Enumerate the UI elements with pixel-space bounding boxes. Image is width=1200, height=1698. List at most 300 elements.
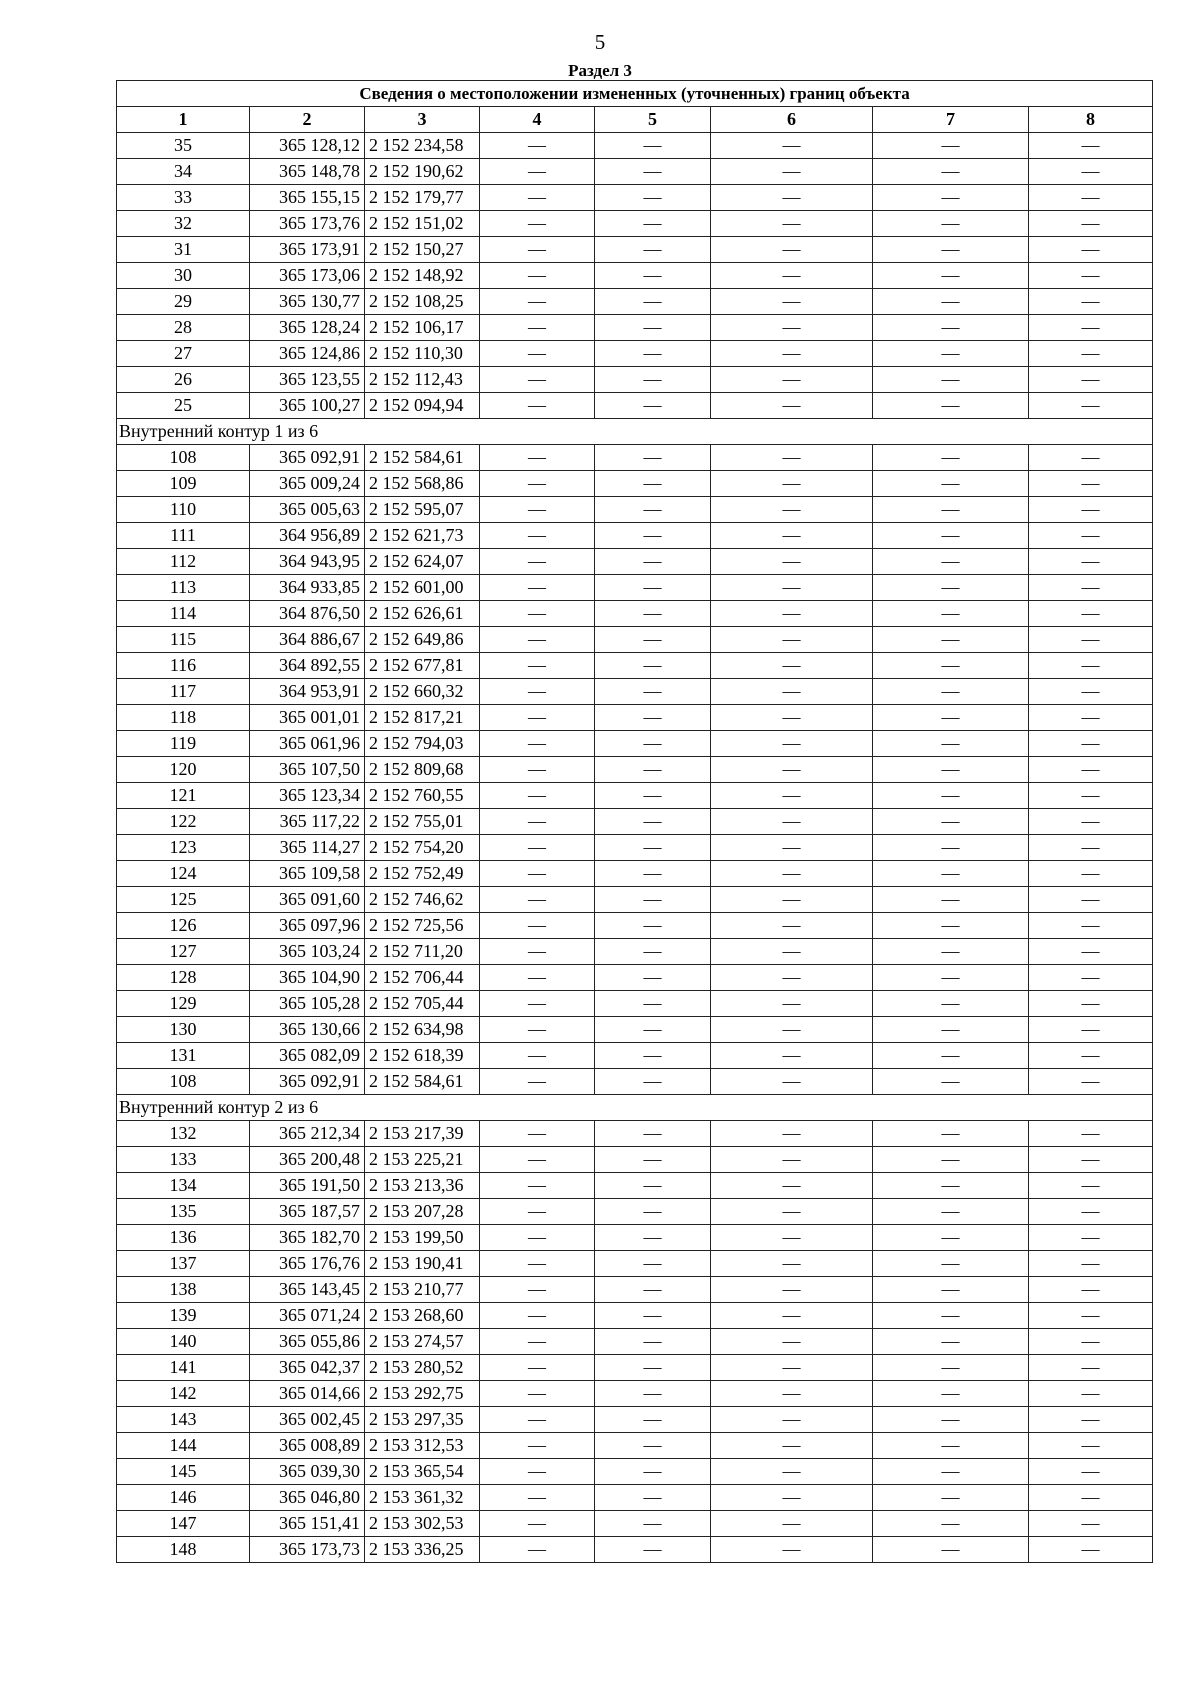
empty-value-cell: — [595,393,711,419]
empty-value-cell: — [1029,1173,1153,1199]
point-number-cell: 117 [117,679,250,705]
table-row [117,1017,1153,1043]
empty-value-cell: — [711,341,873,367]
empty-value-cell: — [873,1251,1029,1277]
page-number: 5 [594,30,606,54]
table-row [117,1407,1153,1433]
empty-value-cell: — [711,211,873,237]
empty-value-cell: — [480,341,595,367]
empty-value-cell: — [873,783,1029,809]
table-row [117,1537,1153,1563]
point-number-cell: 27 [117,341,250,367]
empty-value-cell: — [480,627,595,653]
y-coordinate-cell: 2 152 809,68 [365,757,480,783]
x-coordinate-cell: 365 151,41 [250,1511,365,1537]
table-row [117,445,1153,471]
table-row [117,159,1153,185]
table-row [117,1225,1153,1251]
x-coordinate-cell: 365 091,60 [250,887,365,913]
empty-value-cell: — [711,887,873,913]
x-coordinate-cell: 365 124,86 [250,341,365,367]
empty-value-cell: — [873,835,1029,861]
y-coordinate-cell: 2 153 199,50 [365,1225,480,1251]
point-number-cell: 139 [117,1303,250,1329]
empty-value-cell: — [480,1381,595,1407]
empty-value-cell: — [711,913,873,939]
table-row [117,263,1153,289]
empty-value-cell: — [480,159,595,185]
empty-value-cell: — [595,809,711,835]
empty-value-cell: — [1029,991,1153,1017]
empty-value-cell: — [873,1537,1029,1563]
point-number-cell: 137 [117,1251,250,1277]
point-number-cell: 110 [117,497,250,523]
x-coordinate-cell: 365 055,86 [250,1329,365,1355]
empty-value-cell: — [595,679,711,705]
empty-value-cell: — [480,575,595,601]
empty-value-cell: — [595,601,711,627]
empty-value-cell: — [480,289,595,315]
empty-value-cell: — [711,289,873,315]
x-coordinate-cell: 365 173,76 [250,211,365,237]
empty-value-cell: — [873,445,1029,471]
empty-value-cell: — [480,913,595,939]
y-coordinate-cell: 2 152 148,92 [365,263,480,289]
empty-value-cell: — [480,1121,595,1147]
table-row [117,315,1153,341]
table-row [117,861,1153,887]
empty-value-cell: — [873,1407,1029,1433]
empty-value-cell: — [480,1225,595,1251]
point-number-cell: 115 [117,627,250,653]
x-coordinate-cell: 365 009,24 [250,471,365,497]
empty-value-cell: — [595,1277,711,1303]
empty-value-cell: — [595,185,711,211]
table-row [117,939,1153,965]
empty-value-cell: — [1029,1225,1153,1251]
empty-value-cell: — [711,315,873,341]
empty-value-cell: — [1029,1251,1153,1277]
empty-value-cell: — [1029,1381,1153,1407]
point-number-cell: 30 [117,263,250,289]
empty-value-cell: — [1029,705,1153,731]
x-coordinate-cell: 365 103,24 [250,939,365,965]
empty-value-cell: — [480,1355,595,1381]
y-coordinate-cell: 2 152 754,20 [365,835,480,861]
table-row [117,575,1153,601]
table-row [117,497,1153,523]
empty-value-cell: — [873,809,1029,835]
x-coordinate-cell: 365 107,50 [250,757,365,783]
x-coordinate-cell: 365 008,89 [250,1433,365,1459]
y-coordinate-cell: 2 153 312,53 [365,1433,480,1459]
x-coordinate-cell: 364 956,89 [250,523,365,549]
empty-value-cell: — [873,497,1029,523]
empty-value-cell: — [1029,1433,1153,1459]
x-coordinate-cell: 365 187,57 [250,1199,365,1225]
y-coordinate-cell: 2 153 361,32 [365,1485,480,1511]
empty-value-cell: — [873,991,1029,1017]
empty-value-cell: — [480,965,595,991]
empty-value-cell: — [1029,211,1153,237]
point-number-cell: 122 [117,809,250,835]
empty-value-cell: — [1029,185,1153,211]
empty-value-cell: — [595,1485,711,1511]
empty-value-cell: — [1029,263,1153,289]
table-row [117,757,1153,783]
empty-value-cell: — [711,237,873,263]
table-row [117,289,1153,315]
x-coordinate-cell: 365 109,58 [250,861,365,887]
empty-value-cell: — [873,887,1029,913]
empty-value-cell: — [1029,731,1153,757]
empty-value-cell: — [711,705,873,731]
point-number-cell: 146 [117,1485,250,1511]
empty-value-cell: — [873,965,1029,991]
empty-value-cell: — [711,1511,873,1537]
point-number-cell: 134 [117,1173,250,1199]
point-number-cell: 111 [117,523,250,549]
x-coordinate-cell: 365 082,09 [250,1043,365,1069]
point-number-cell: 145 [117,1459,250,1485]
empty-value-cell: — [595,835,711,861]
empty-value-cell: — [1029,1017,1153,1043]
empty-value-cell: — [595,445,711,471]
y-coordinate-cell: 2 152 706,44 [365,965,480,991]
empty-value-cell: — [711,523,873,549]
empty-value-cell: — [873,913,1029,939]
table-row [117,1303,1153,1329]
empty-value-cell: — [595,1017,711,1043]
empty-value-cell: — [711,1433,873,1459]
x-coordinate-cell: 365 092,91 [250,1069,365,1095]
point-number-cell: 135 [117,1199,250,1225]
y-coordinate-cell: 2 152 624,07 [365,549,480,575]
empty-value-cell: — [480,133,595,159]
empty-value-cell: — [595,939,711,965]
empty-value-cell: — [595,263,711,289]
x-coordinate-cell: 365 001,01 [250,705,365,731]
empty-value-cell: — [711,1459,873,1485]
table-row [117,809,1153,835]
y-coordinate-cell: 2 152 595,07 [365,497,480,523]
empty-value-cell: — [873,679,1029,705]
empty-value-cell: — [711,835,873,861]
column-header: 1 [117,107,250,133]
empty-value-cell: — [873,393,1029,419]
empty-value-cell: — [595,913,711,939]
y-coordinate-cell: 2 152 705,44 [365,991,480,1017]
empty-value-cell: — [1029,1537,1153,1563]
x-coordinate-cell: 365 061,96 [250,731,365,757]
empty-value-cell: — [711,653,873,679]
y-coordinate-cell: 2 153 297,35 [365,1407,480,1433]
table-row [117,1069,1153,1095]
empty-value-cell: — [873,263,1029,289]
empty-value-cell: — [480,809,595,835]
empty-value-cell: — [480,393,595,419]
empty-value-cell: — [480,471,595,497]
empty-value-cell: — [1029,913,1153,939]
empty-value-cell: — [480,731,595,757]
empty-value-cell: — [595,1069,711,1095]
table-row [117,1173,1153,1199]
empty-value-cell: — [1029,939,1153,965]
empty-value-cell: — [480,653,595,679]
y-coordinate-cell: 2 152 234,58 [365,133,480,159]
empty-value-cell: — [711,1199,873,1225]
empty-value-cell: — [480,1459,595,1485]
x-coordinate-cell: 364 886,67 [250,627,365,653]
empty-value-cell: — [595,133,711,159]
empty-value-cell: — [1029,1303,1153,1329]
empty-value-cell: — [1029,549,1153,575]
column-header: 4 [480,107,595,133]
empty-value-cell: — [711,367,873,393]
empty-value-cell: — [873,1277,1029,1303]
table-row [117,1251,1153,1277]
empty-value-cell: — [873,185,1029,211]
empty-value-cell: — [595,861,711,887]
empty-value-cell: — [873,1043,1029,1069]
empty-value-cell: — [711,991,873,1017]
y-coordinate-cell: 2 152 601,00 [365,575,480,601]
empty-value-cell: — [595,1225,711,1251]
empty-value-cell: — [873,1173,1029,1199]
y-coordinate-cell: 2 153 292,75 [365,1381,480,1407]
table-row [117,341,1153,367]
y-coordinate-cell: 2 153 190,41 [365,1251,480,1277]
empty-value-cell: — [1029,445,1153,471]
table-row [117,237,1153,263]
empty-value-cell: — [711,497,873,523]
y-coordinate-cell: 2 153 302,53 [365,1511,480,1537]
point-number-cell: 113 [117,575,250,601]
empty-value-cell: — [480,1303,595,1329]
point-number-cell: 28 [117,315,250,341]
table-row [117,887,1153,913]
x-coordinate-cell: 364 892,55 [250,653,365,679]
empty-value-cell: — [595,1355,711,1381]
empty-value-cell: — [873,575,1029,601]
empty-value-cell: — [711,1043,873,1069]
empty-value-cell: — [1029,809,1153,835]
empty-value-cell: — [711,809,873,835]
empty-value-cell: — [711,679,873,705]
x-coordinate-cell: 365 105,28 [250,991,365,1017]
point-number-cell: 116 [117,653,250,679]
table-row [117,1433,1153,1459]
x-coordinate-cell: 365 128,12 [250,133,365,159]
empty-value-cell: — [873,1303,1029,1329]
empty-value-cell: — [1029,1407,1153,1433]
empty-value-cell: — [595,497,711,523]
point-number-cell: 120 [117,757,250,783]
empty-value-cell: — [873,211,1029,237]
empty-value-cell: — [595,341,711,367]
empty-value-cell: — [711,1329,873,1355]
y-coordinate-cell: 2 153 336,25 [365,1537,480,1563]
empty-value-cell: — [873,627,1029,653]
empty-value-cell: — [1029,627,1153,653]
column-header: 3 [365,107,480,133]
empty-value-cell: — [711,393,873,419]
empty-value-cell: — [595,367,711,393]
empty-value-cell: — [873,861,1029,887]
empty-value-cell: — [480,211,595,237]
empty-value-cell: — [1029,653,1153,679]
empty-value-cell: — [480,679,595,705]
point-number-cell: 108 [117,445,250,471]
empty-value-cell: — [480,1069,595,1095]
table-row [117,1381,1153,1407]
point-number-cell: 127 [117,939,250,965]
y-coordinate-cell: 2 152 584,61 [365,1069,480,1095]
empty-value-cell: — [1029,783,1153,809]
empty-value-cell: — [873,1225,1029,1251]
table-row [117,211,1153,237]
x-coordinate-cell: 365 005,63 [250,497,365,523]
table-caption: Сведения о местоположении измененных (уточненных) границ объекта [117,81,1153,107]
empty-value-cell: — [480,1537,595,1563]
table-row [117,133,1153,159]
y-coordinate-cell: 2 152 106,17 [365,315,480,341]
table-row [117,1121,1153,1147]
table-row [117,185,1153,211]
y-coordinate-cell: 2 153 268,60 [365,1303,480,1329]
x-coordinate-cell: 365 148,78 [250,159,365,185]
x-coordinate-cell: 365 212,34 [250,1121,365,1147]
y-coordinate-cell: 2 152 179,77 [365,185,480,211]
contour-label-row [117,1095,1153,1121]
empty-value-cell: — [595,991,711,1017]
x-coordinate-cell: 365 002,45 [250,1407,365,1433]
empty-value-cell: — [595,289,711,315]
empty-value-cell: — [711,549,873,575]
x-coordinate-cell: 365 097,96 [250,913,365,939]
empty-value-cell: — [873,289,1029,315]
empty-value-cell: — [595,471,711,497]
empty-value-cell: — [480,835,595,861]
point-number-cell: 136 [117,1225,250,1251]
empty-value-cell: — [1029,471,1153,497]
empty-value-cell: — [711,1537,873,1563]
y-coordinate-cell: 2 153 280,52 [365,1355,480,1381]
table-row [117,1355,1153,1381]
table-caption-row [117,81,1153,107]
empty-value-cell: — [873,1199,1029,1225]
x-coordinate-cell: 364 943,95 [250,549,365,575]
y-coordinate-cell: 2 152 618,39 [365,1043,480,1069]
empty-value-cell: — [873,1329,1029,1355]
empty-value-cell: — [873,315,1029,341]
empty-value-cell: — [711,627,873,653]
empty-value-cell: — [595,1381,711,1407]
table-row [117,1147,1153,1173]
point-number-cell: 35 [117,133,250,159]
empty-value-cell: — [1029,757,1153,783]
point-number-cell: 121 [117,783,250,809]
point-number-cell: 148 [117,1537,250,1563]
empty-value-cell: — [595,705,711,731]
empty-value-cell: — [1029,523,1153,549]
point-number-cell: 26 [117,367,250,393]
empty-value-cell: — [873,1147,1029,1173]
point-number-cell: 108 [117,1069,250,1095]
point-number-cell: 133 [117,1147,250,1173]
empty-value-cell: — [711,1277,873,1303]
empty-value-cell: — [711,471,873,497]
y-coordinate-cell: 2 153 217,39 [365,1121,480,1147]
point-number-cell: 123 [117,835,250,861]
point-number-cell: 128 [117,965,250,991]
empty-value-cell: — [480,1043,595,1069]
empty-value-cell: — [711,1121,873,1147]
point-number-cell: 126 [117,913,250,939]
point-number-cell: 142 [117,1381,250,1407]
y-coordinate-cell: 2 152 584,61 [365,445,480,471]
empty-value-cell: — [595,315,711,341]
y-coordinate-cell: 2 152 794,03 [365,731,480,757]
table-row [117,653,1153,679]
x-coordinate-cell: 365 039,30 [250,1459,365,1485]
x-coordinate-cell: 365 128,24 [250,315,365,341]
point-number-cell: 138 [117,1277,250,1303]
empty-value-cell: — [595,1199,711,1225]
empty-value-cell: — [480,523,595,549]
point-number-cell: 144 [117,1433,250,1459]
y-coordinate-cell: 2 152 190,62 [365,159,480,185]
x-coordinate-cell: 365 092,91 [250,445,365,471]
x-coordinate-cell: 365 130,66 [250,1017,365,1043]
empty-value-cell: — [1029,133,1153,159]
y-coordinate-cell: 2 152 760,55 [365,783,480,809]
y-coordinate-cell: 2 152 621,73 [365,523,480,549]
empty-value-cell: — [711,185,873,211]
table-row [117,549,1153,575]
point-number-cell: 140 [117,1329,250,1355]
x-coordinate-cell: 365 200,48 [250,1147,365,1173]
x-coordinate-cell: 365 100,27 [250,393,365,419]
y-coordinate-cell: 2 152 634,98 [365,1017,480,1043]
point-number-cell: 112 [117,549,250,575]
empty-value-cell: — [1029,1277,1153,1303]
empty-value-cell: — [595,757,711,783]
coordinates-table-body [117,81,1153,1563]
empty-value-cell: — [595,549,711,575]
point-number-cell: 34 [117,159,250,185]
table-row [117,679,1153,705]
y-coordinate-cell: 2 152 752,49 [365,861,480,887]
x-coordinate-cell: 365 117,22 [250,809,365,835]
empty-value-cell: — [480,1407,595,1433]
empty-value-cell: — [480,783,595,809]
y-coordinate-cell: 2 152 725,56 [365,913,480,939]
y-coordinate-cell: 2 153 207,28 [365,1199,480,1225]
table-row [117,965,1153,991]
y-coordinate-cell: 2 152 568,86 [365,471,480,497]
empty-value-cell: — [711,965,873,991]
x-coordinate-cell: 365 042,37 [250,1355,365,1381]
contour-label: Внутренний контур 2 из 6 [117,1095,1153,1121]
y-coordinate-cell: 2 152 150,27 [365,237,480,263]
empty-value-cell: — [595,731,711,757]
empty-value-cell: — [595,523,711,549]
empty-value-cell: — [595,1251,711,1277]
empty-value-cell: — [873,237,1029,263]
point-number-cell: 132 [117,1121,250,1147]
empty-value-cell: — [480,549,595,575]
